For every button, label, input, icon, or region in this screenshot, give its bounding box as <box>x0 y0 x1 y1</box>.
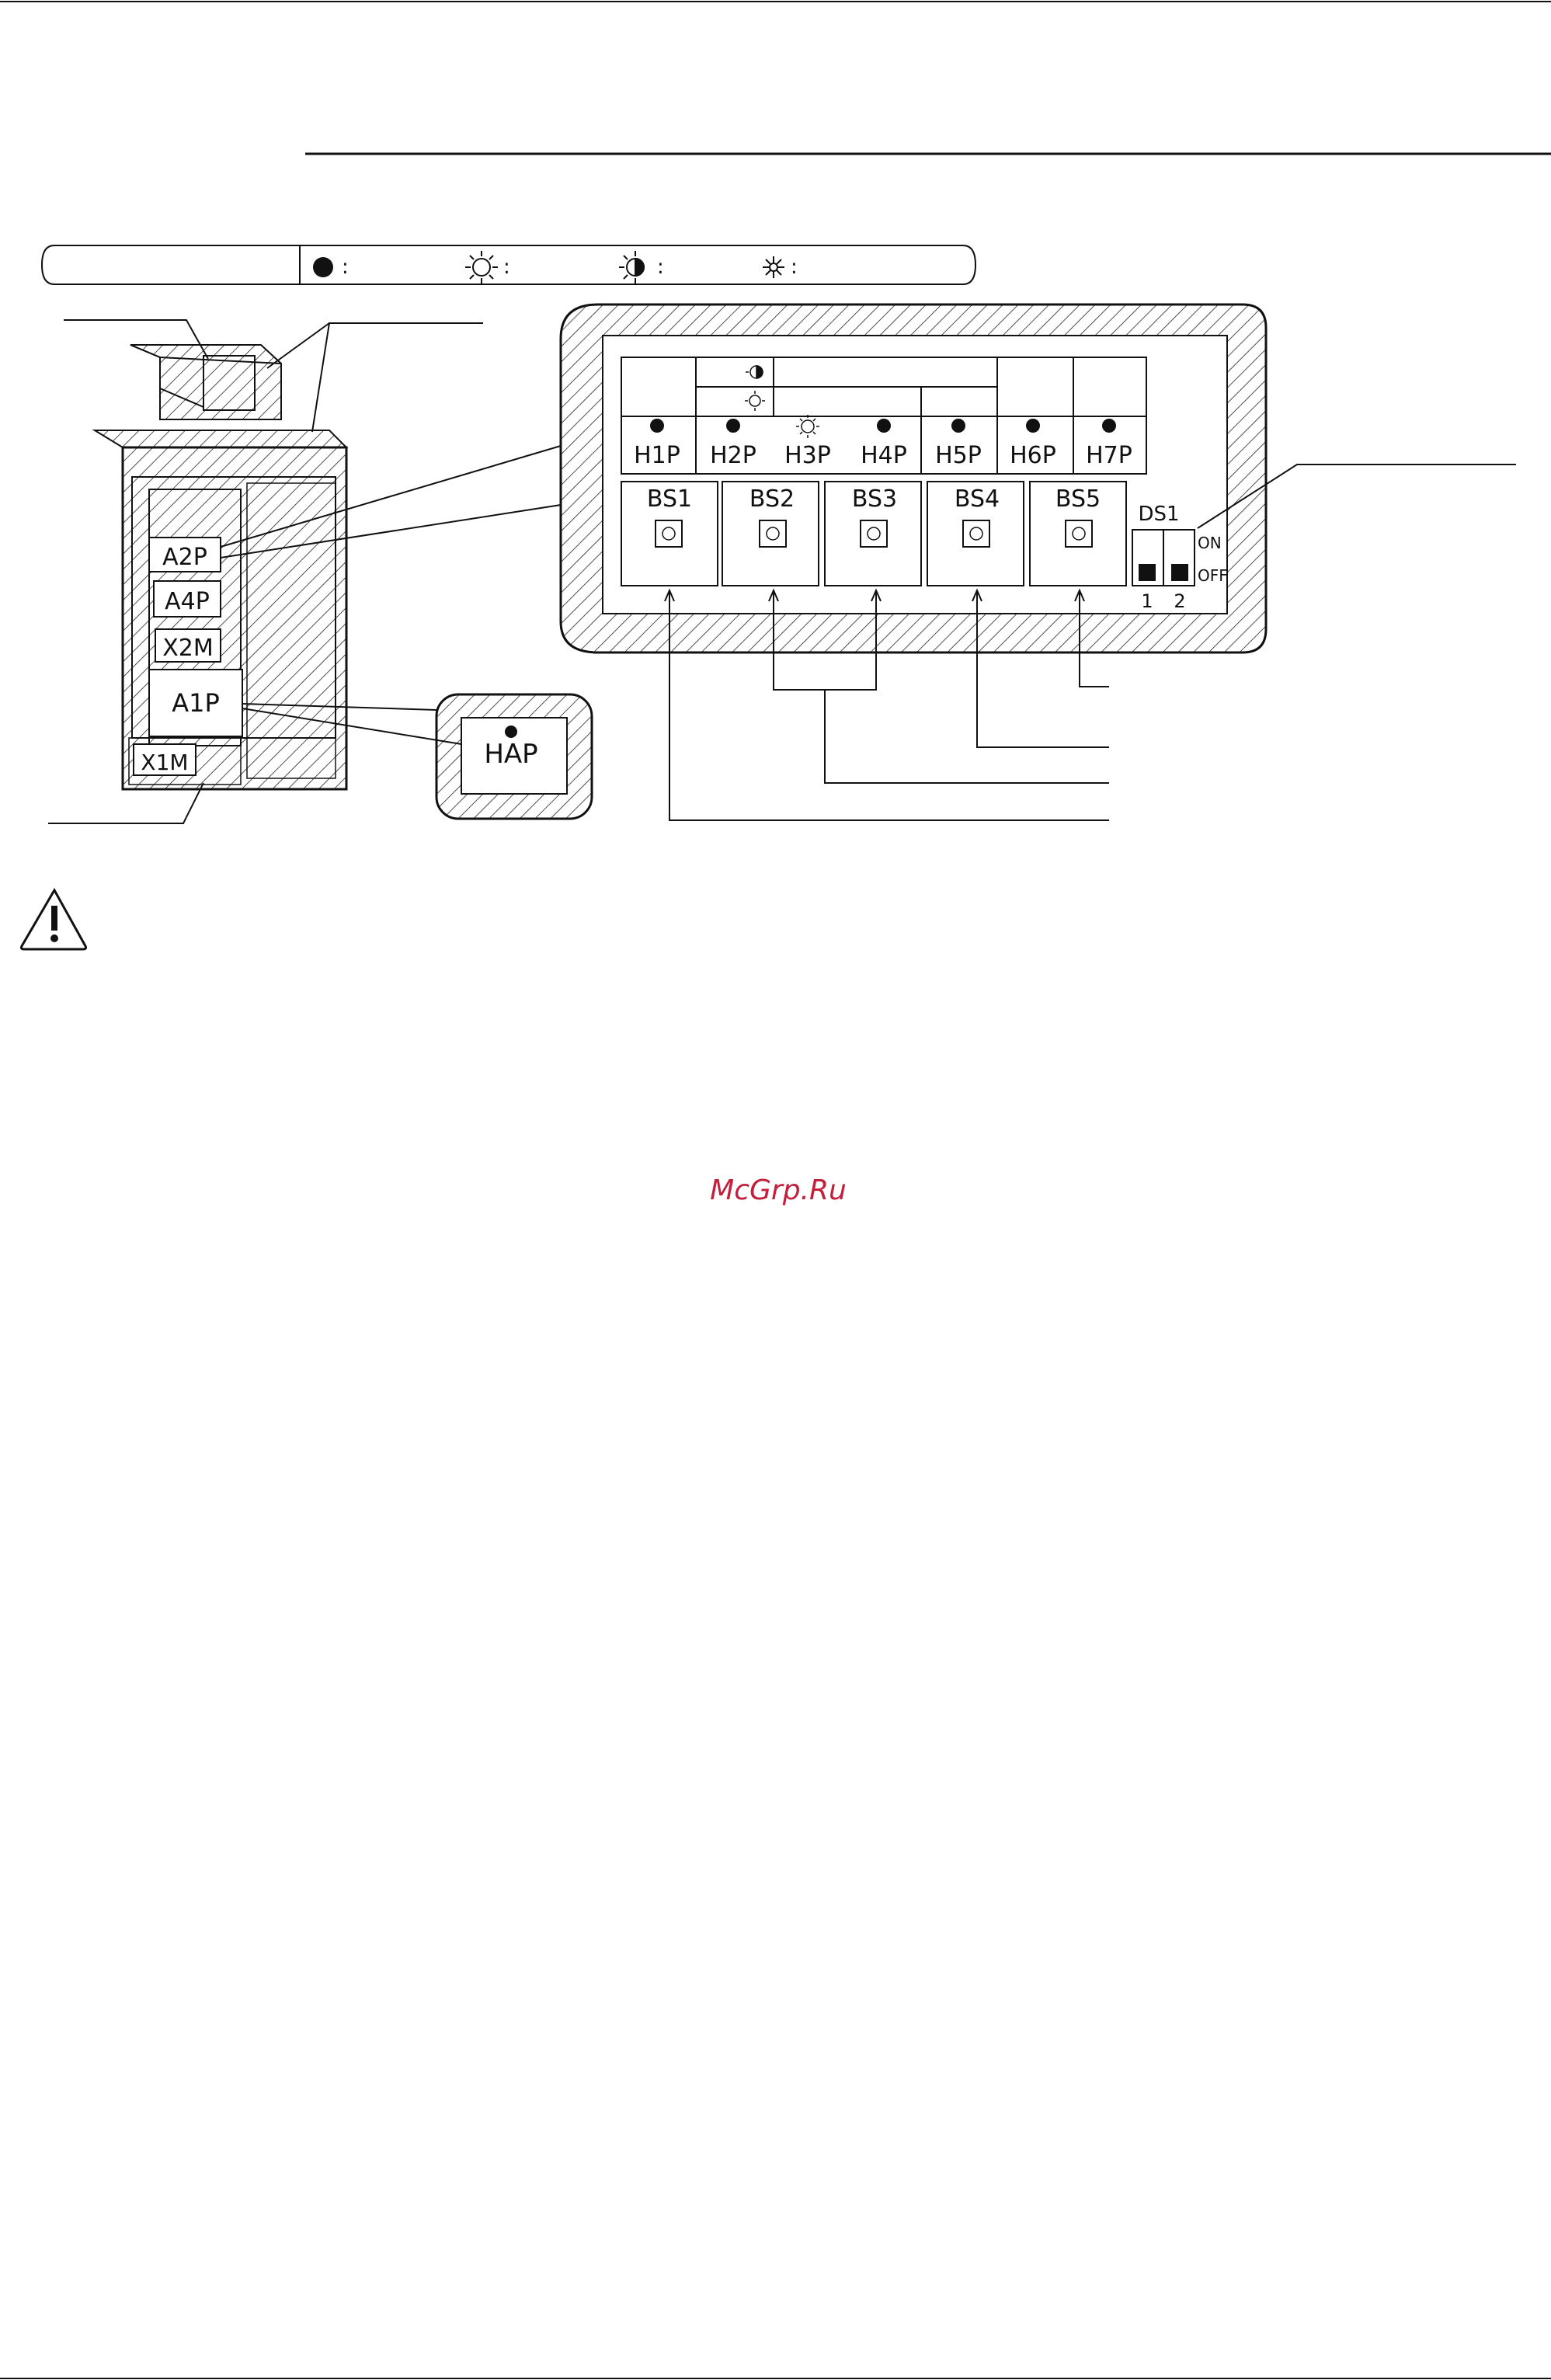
push-button-bs1[interactable] <box>621 482 718 586</box>
led-label-h5p: H5P <box>935 442 982 469</box>
dip-switch-2[interactable] <box>1171 564 1188 581</box>
button-label-bs4: BS4 <box>954 485 1000 513</box>
control-panel <box>561 304 1516 652</box>
watermark: McGrp.Ru <box>710 1174 847 1206</box>
led-h6p-icon <box>1026 419 1040 433</box>
led-h5p-icon <box>951 419 965 433</box>
callout-leader <box>312 323 483 432</box>
board-a4p-label: A4P <box>165 588 210 615</box>
dip-on-label: ON <box>1198 534 1222 552</box>
dip-switch-label: DS1 <box>1138 503 1180 526</box>
led-on-icon <box>465 251 498 284</box>
push-button-bs5[interactable] <box>1030 482 1126 586</box>
led-legend <box>42 245 975 284</box>
button-label-bs1: BS1 <box>646 485 693 513</box>
terminal-x1m-label: X1M <box>141 750 189 775</box>
button-label-bs2: BS2 <box>749 485 795 513</box>
push-button-bs2[interactable] <box>722 482 819 586</box>
board-a2p-label: A2P <box>162 544 207 571</box>
dip-pos-2: 2 <box>1174 590 1186 612</box>
legend-label-blinking: : <box>657 256 664 279</box>
led-h4p-icon <box>877 419 891 433</box>
hap-label: HAP <box>484 739 538 770</box>
led-label-h2p: H2P <box>710 442 756 469</box>
dip-off-label: OFF <box>1198 566 1228 585</box>
led-h2p-icon <box>726 419 740 433</box>
led-label-h7p: H7P <box>1086 442 1132 469</box>
led-label-h3p: H3P <box>784 442 831 469</box>
legend-label-off: : <box>342 256 349 279</box>
legend-label-random: : <box>791 256 798 279</box>
outdoor-unit-drawing <box>48 320 483 823</box>
led-label-h4p: H4P <box>861 442 907 469</box>
dip-switch-1[interactable] <box>1139 564 1156 581</box>
board-x2m-label: X2M <box>162 635 214 662</box>
led-blinking-icon <box>619 251 644 284</box>
push-button-bs3[interactable] <box>825 482 921 586</box>
warning-icon <box>21 890 85 949</box>
led-h1p-icon <box>650 419 664 433</box>
button-label-bs3: BS3 <box>851 485 898 513</box>
led-random-icon <box>763 256 784 278</box>
hap-led-icon <box>505 725 517 738</box>
button-label-bs5: BS5 <box>1055 485 1101 513</box>
led-label-h6p: H6P <box>1010 442 1056 469</box>
board-a1p-label: A1P <box>172 688 220 718</box>
led-off-icon <box>313 257 333 277</box>
legend-label-on: : <box>503 256 510 279</box>
led-h7p-icon <box>1102 419 1116 433</box>
push-button-bs4[interactable] <box>927 482 1024 586</box>
dip-pos-1: 1 <box>1141 590 1153 612</box>
unit-top-lid <box>95 430 346 447</box>
led-label-h1p: H1P <box>634 442 680 469</box>
